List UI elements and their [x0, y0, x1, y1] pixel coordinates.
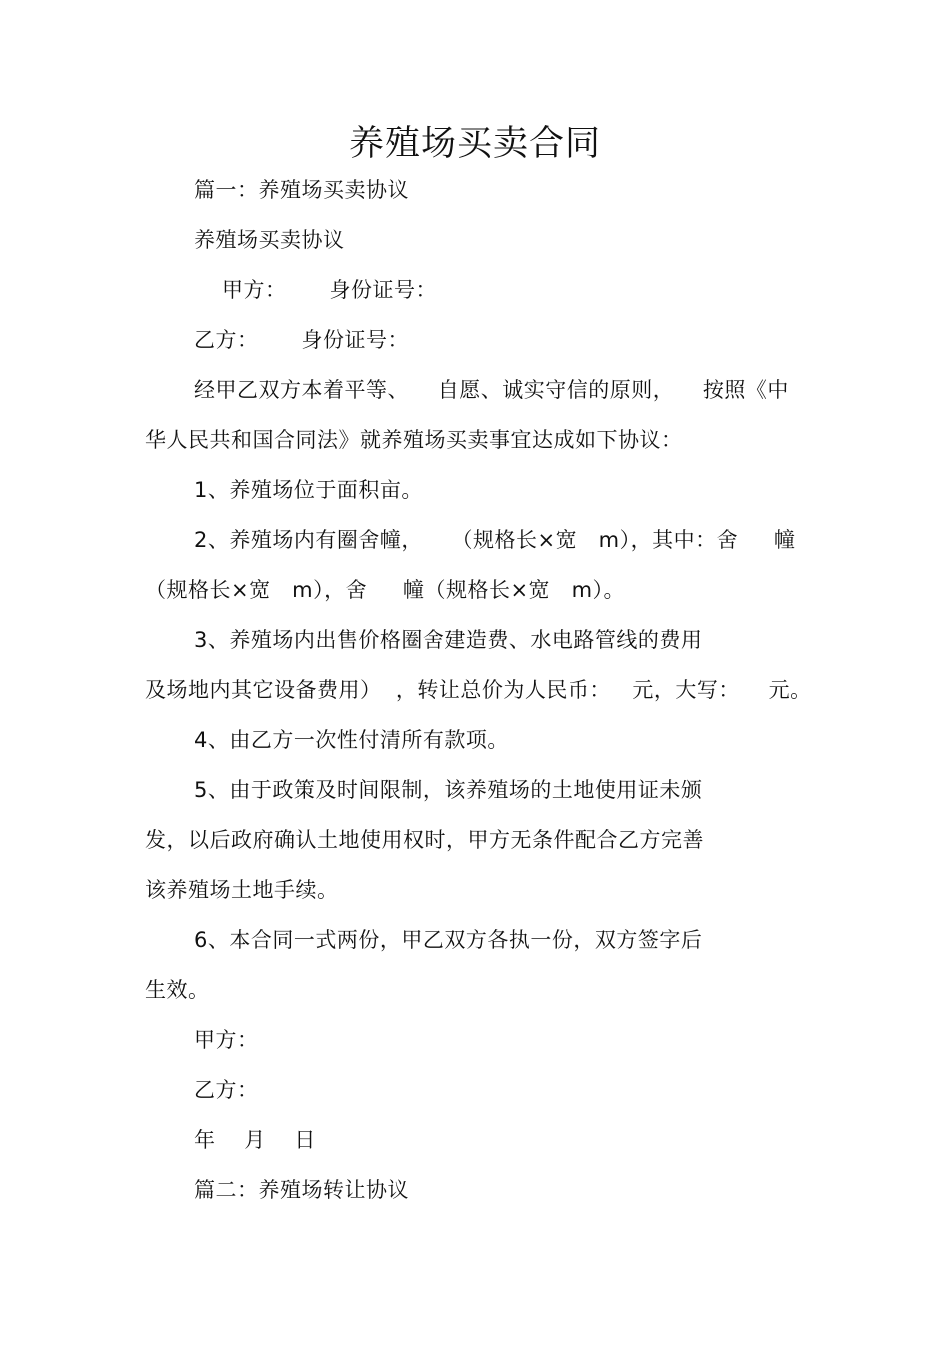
- party-b-id-line: 乙方： 身份证号：: [194, 328, 410, 352]
- clause-6-line-1: 6、本合同一式两份，甲乙双方各执一份，双方签字后: [194, 928, 703, 952]
- clause-6-line-2: 生效。: [145, 978, 210, 1002]
- signature-party-a: 甲方：: [194, 1028, 259, 1052]
- clause-5-line-3: 该养殖场土地手续。: [145, 878, 339, 902]
- section-heading-1: 篇一：养殖场买卖协议: [194, 178, 409, 202]
- clause-3-line-2: 及场地内其它设备费用） ，转让总价为人民币： 元，大写： 元。: [145, 678, 812, 702]
- signature-party-b: 乙方：: [194, 1078, 259, 1102]
- document-title: 养殖场买卖合同: [348, 124, 601, 164]
- preamble-line-2: 华人民共和国合同法》就养殖场买卖事宜达成如下协议：: [145, 428, 683, 452]
- clause-1: 1、养殖场位于面积亩。: [194, 478, 423, 502]
- agreement-subtitle: 养殖场买卖协议: [194, 228, 345, 252]
- clause-2-line-1: 2、养殖场内有圈舍幢， （规格长×宽 m），其中：舍 幢: [194, 528, 796, 552]
- clause-2-line-2: （规格长×宽 m），舍 幢（规格长×宽 m）。: [145, 578, 626, 602]
- clause-5-line-2: 发，以后政府确认土地使用权时，甲方无条件配合乙方完善: [145, 828, 704, 852]
- preamble-line-1: 经甲乙双方本着平等、 自愿、诚实守信的原则， 按照《中: [194, 378, 789, 402]
- clause-3-line-1: 3、养殖场内出售价格圈舍建造费、水电路管线的费用: [194, 628, 703, 652]
- clause-5-line-1: 5、由于政策及时间限制，该养殖场的土地使用证未颁: [194, 778, 703, 802]
- signature-date: 年 月 日: [194, 1128, 316, 1152]
- party-a-id-line: 甲方： 身份证号：: [222, 278, 438, 302]
- clause-4: 4、由乙方一次性付清所有款项。: [194, 728, 509, 752]
- section-heading-2: 篇二：养殖场转让协议: [194, 1178, 409, 1202]
